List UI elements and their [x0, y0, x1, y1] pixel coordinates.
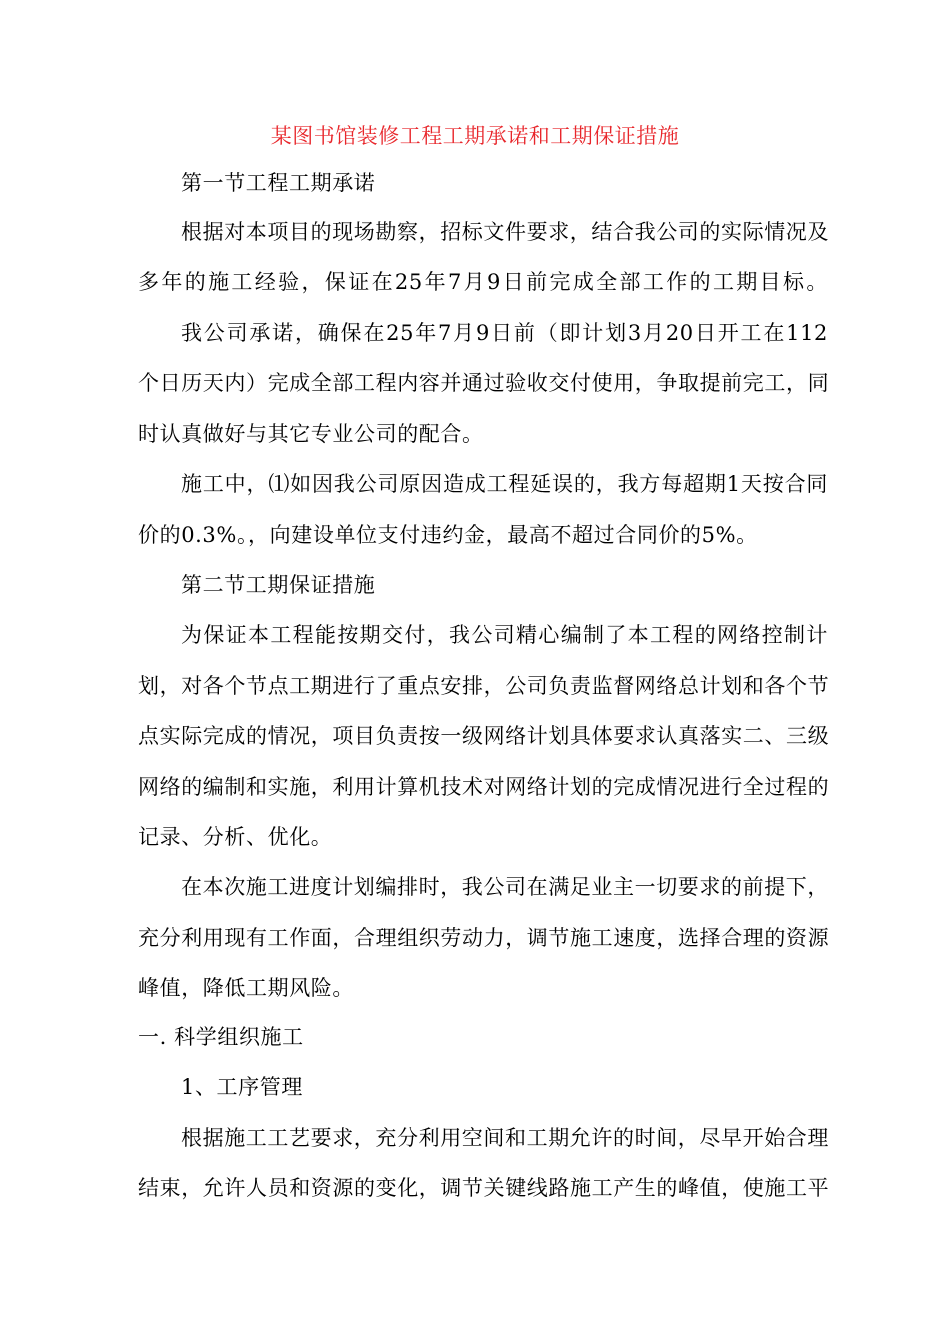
paragraph-line: 根据对本项目的现场勘察，招标文件要求，结合我公司的实际情况及 — [181, 220, 829, 244]
paragraph-line: 峰值，降低工期风险。 — [138, 976, 354, 1000]
section-heading-1: 第一节工程工期承诺 — [181, 171, 376, 195]
paragraph-line: 充分利用现有工作面，合理组织劳动力，调节施工速度，选择合理的资源 — [138, 926, 830, 950]
paragraph-line: 多年的施工经验，保证在25年7月9日前完成全部工作的工期目标。 — [138, 270, 828, 294]
paragraph-line: 网络的编制和实施，利用计算机技术对网络计划的完成情况进行全过程的 — [138, 775, 830, 799]
paragraph-line: 时认真做好与其它专业公司的配合。 — [138, 422, 484, 446]
section-heading-2: 第二节工期保证措施 — [181, 573, 376, 597]
document-title: 某图书馆装修工程工期承诺和工期保证措施 — [270, 124, 680, 148]
paragraph-line: 在本次施工进度计划编排时，我公司在满足业主一切要求的前提下， — [181, 875, 829, 899]
subsection-heading: 一. 科学组织施工 — [138, 1025, 304, 1049]
item-heading: 1、工序管理 — [181, 1075, 303, 1099]
paragraph-line: 我公司承诺，确保在25年7月9日前（即计划3月20日开工在112 — [181, 321, 828, 345]
paragraph-line: 结束，允许人员和资源的变化，调节关键线路施工产生的峰值，使施工平 — [138, 1176, 830, 1200]
paragraph-line: 价的0.3%。，向建设单位支付违约金，最高不超过合同价的5%。 — [138, 523, 758, 547]
paragraph-line: 施工中，⑴如因我公司原因造成工程延误的，我方每超期1天按合同 — [181, 472, 828, 496]
paragraph-line: 记录、分析、优化。 — [138, 825, 333, 849]
paragraph-line: 根据施工工艺要求，充分利用空间和工期允许的时间，尽早开始合理 — [181, 1126, 829, 1150]
paragraph-line: 点实际完成的情况，项目负责按一级网络计划具体要求认真落实二、三级 — [138, 724, 830, 748]
paragraph-line: 划，对各个节点工期进行了重点安排，公司负责监督网络总计划和各个节 — [138, 674, 830, 698]
paragraph-line: 为保证本工程能按期交付，我公司精心编制了本工程的网络控制计 — [181, 623, 828, 647]
paragraph-line: 个日历天内）完成全部工程内容并通过验收交付使用，争取提前完工，同 — [138, 371, 830, 395]
